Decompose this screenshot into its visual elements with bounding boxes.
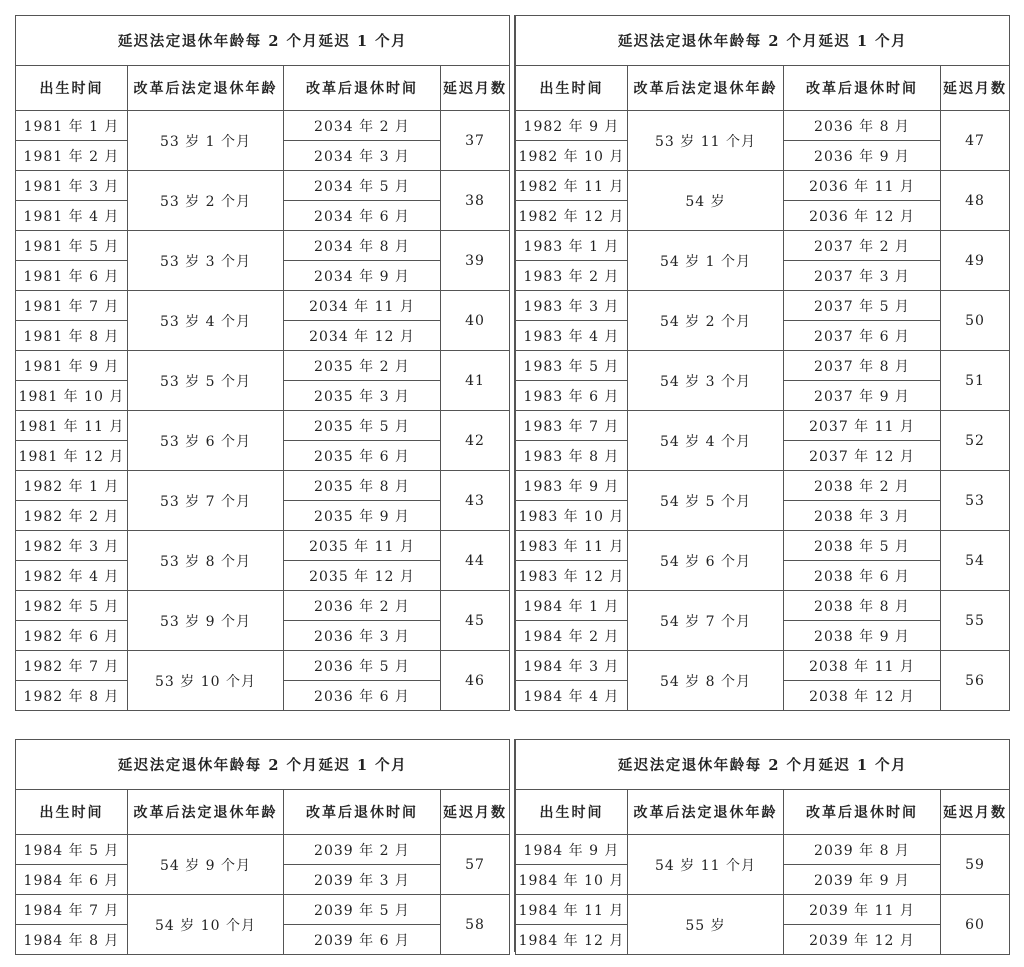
retire-age-cell: 54 岁 9 个月 [128, 835, 284, 895]
retire-date-cell: 2039 年 11 月 [784, 895, 941, 925]
retire-date-cell: 2038 年 12 月 [784, 681, 941, 711]
retire-date-cell: 2036 年 12 月 [784, 201, 941, 231]
birth-date-cell: 1984 年 1 月 [516, 591, 628, 621]
delay-months-header: 延迟月数 [941, 790, 1010, 835]
retire-date-cell: 2037 年 2 月 [784, 231, 941, 261]
delay-months-cell: 39 [441, 231, 510, 291]
retire-date-cell: 2037 年 3 月 [784, 261, 941, 291]
retire-age-cell: 53 岁 7 个月 [128, 471, 284, 531]
retire-date-cell: 2038 年 3 月 [784, 501, 941, 531]
table-row [16, 171, 510, 201]
birth-time-header: 出生时间 [16, 66, 128, 111]
table-row [16, 291, 510, 321]
birth-date-cell: 1982 年 8 月 [16, 681, 128, 711]
birth-date-cell: 1984 年 10 月 [516, 865, 628, 895]
delay-months-cell: 59 [941, 835, 1010, 895]
delay-months-header: 延迟月数 [441, 66, 510, 111]
retire-age-cell: 54 岁 [628, 171, 784, 231]
retire-age-cell: 53 岁 6 个月 [128, 411, 284, 471]
birth-date-cell: 1981 年 2 月 [16, 141, 128, 171]
birth-date-cell: 1981 年 1 月 [16, 111, 128, 141]
retire-time-header: 改革后退休时间 [784, 790, 941, 835]
panel-1 [15, 15, 509, 710]
retire-date-cell: 2037 年 11 月 [784, 411, 941, 441]
birth-date-cell: 1982 年 5 月 [16, 591, 128, 621]
birth-date-cell: 1982 年 3 月 [16, 531, 128, 561]
retire-age-cell: 54 岁 6 个月 [628, 531, 784, 591]
table-row [516, 651, 1010, 681]
birth-date-cell: 1981 年 9 月 [16, 351, 128, 381]
retire-date-cell: 2039 年 12 月 [784, 925, 941, 955]
retire-date-cell: 2034 年 2 月 [284, 111, 441, 141]
table-row [16, 591, 510, 621]
retire-date-cell: 2039 年 2 月 [284, 835, 441, 865]
delay-months-cell: 50 [941, 291, 1010, 351]
delay-months-cell: 58 [441, 895, 510, 955]
delay-months-cell: 55 [941, 591, 1010, 651]
birth-date-cell: 1981 年 5 月 [16, 231, 128, 261]
retire-age-cell: 54 岁 2 个月 [628, 291, 784, 351]
retire-date-cell: 2035 年 6 月 [284, 441, 441, 471]
delay-months-header: 延迟月数 [941, 66, 1010, 111]
table-row [16, 351, 510, 381]
retire-age-cell: 53 岁 8 个月 [128, 531, 284, 591]
birth-date-cell: 1981 年 7 月 [16, 291, 128, 321]
delay-months-cell: 49 [941, 231, 1010, 291]
table-row [16, 835, 510, 865]
retire-date-cell: 2035 年 3 月 [284, 381, 441, 411]
panel-3 [15, 739, 509, 952]
birth-date-cell: 1984 年 4 月 [516, 681, 628, 711]
retire-date-cell: 2036 年 3 月 [284, 621, 441, 651]
retirement-table [15, 739, 510, 955]
birth-date-cell: 1984 年 2 月 [516, 621, 628, 651]
retire-date-cell: 2039 年 9 月 [784, 865, 941, 895]
retire-date-cell: 2039 年 3 月 [284, 865, 441, 895]
table-block-top [15, 15, 1009, 710]
panel-4 [515, 739, 1009, 952]
retire-date-cell: 2035 年 11 月 [284, 531, 441, 561]
retire-age-header: 改革后法定退休年龄 [628, 790, 784, 835]
retire-age-cell: 54 岁 10 个月 [128, 895, 284, 955]
retire-age-cell: 53 岁 3 个月 [128, 231, 284, 291]
retire-age-cell: 53 岁 11 个月 [628, 111, 784, 171]
retire-date-cell: 2034 年 6 月 [284, 201, 441, 231]
birth-date-cell: 1984 年 9 月 [516, 835, 628, 865]
table-title: 延迟法定退休年龄每 2 个月延迟 1 个月 [516, 740, 1010, 790]
delay-months-cell: 46 [441, 651, 510, 711]
retire-date-cell: 2036 年 6 月 [284, 681, 441, 711]
birth-date-cell: 1984 年 8 月 [16, 925, 128, 955]
retire-date-cell: 2037 年 9 月 [784, 381, 941, 411]
table-row [16, 531, 510, 561]
birth-date-cell: 1981 年 3 月 [16, 171, 128, 201]
retire-date-cell: 2039 年 8 月 [784, 835, 941, 865]
table-row [16, 471, 510, 501]
birth-date-cell: 1981 年 11 月 [16, 411, 128, 441]
retire-date-cell: 2036 年 5 月 [284, 651, 441, 681]
table-row [16, 231, 510, 261]
birth-date-cell: 1982 年 2 月 [16, 501, 128, 531]
retire-age-cell: 54 岁 4 个月 [628, 411, 784, 471]
table-row [16, 111, 510, 141]
birth-date-cell: 1984 年 3 月 [516, 651, 628, 681]
birth-date-cell: 1982 年 7 月 [16, 651, 128, 681]
retire-time-header: 改革后退休时间 [284, 790, 441, 835]
birth-time-header: 出生时间 [516, 66, 628, 111]
birth-date-cell: 1982 年 9 月 [516, 111, 628, 141]
delay-months-cell: 41 [441, 351, 510, 411]
table-row [516, 895, 1010, 925]
delay-months-cell: 56 [941, 651, 1010, 711]
delay-months-cell: 53 [941, 471, 1010, 531]
table-row [516, 531, 1010, 561]
retirement-table [15, 15, 510, 711]
birth-date-cell: 1983 年 2 月 [516, 261, 628, 291]
birth-date-cell: 1984 年 7 月 [16, 895, 128, 925]
birth-date-cell: 1983 年 12 月 [516, 561, 628, 591]
table-row [516, 111, 1010, 141]
retire-date-cell: 2037 年 5 月 [784, 291, 941, 321]
birth-date-cell: 1983 年 10 月 [516, 501, 628, 531]
birth-date-cell: 1982 年 11 月 [516, 171, 628, 201]
retire-age-cell: 54 岁 8 个月 [628, 651, 784, 711]
retire-age-header: 改革后法定退休年龄 [128, 790, 284, 835]
delay-months-cell: 57 [441, 835, 510, 895]
table-title: 延迟法定退休年龄每 2 个月延迟 1 个月 [16, 16, 510, 66]
table-row [516, 291, 1010, 321]
birth-date-cell: 1983 年 11 月 [516, 531, 628, 561]
birth-date-cell: 1981 年 8 月 [16, 321, 128, 351]
table-row [16, 651, 510, 681]
retire-date-cell: 2034 年 8 月 [284, 231, 441, 261]
retire-age-cell: 54 岁 7 个月 [628, 591, 784, 651]
birth-date-cell: 1983 年 6 月 [516, 381, 628, 411]
table-row [516, 231, 1010, 261]
panel-2 [515, 15, 1009, 710]
retire-date-cell: 2034 年 9 月 [284, 261, 441, 291]
birth-date-cell: 1981 年 12 月 [16, 441, 128, 471]
table-row [516, 171, 1010, 201]
retire-age-cell: 55 岁 [628, 895, 784, 955]
table-row [516, 411, 1010, 441]
table-row [516, 471, 1010, 501]
birth-date-cell: 1982 年 4 月 [16, 561, 128, 591]
table-row [16, 411, 510, 441]
birth-date-cell: 1981 年 6 月 [16, 261, 128, 291]
delay-months-cell: 47 [941, 111, 1010, 171]
retire-date-cell: 2038 年 8 月 [784, 591, 941, 621]
retire-date-cell: 2034 年 5 月 [284, 171, 441, 201]
retire-age-cell: 53 岁 2 个月 [128, 171, 284, 231]
retire-date-cell: 2038 年 11 月 [784, 651, 941, 681]
retire-age-cell: 54 岁 11 个月 [628, 835, 784, 895]
birth-date-cell: 1983 年 1 月 [516, 231, 628, 261]
birth-date-cell: 1981 年 4 月 [16, 201, 128, 231]
retire-date-cell: 2036 年 8 月 [784, 111, 941, 141]
delay-months-cell: 40 [441, 291, 510, 351]
retirement-table [515, 15, 1010, 711]
table-block-bottom [15, 739, 1009, 952]
retire-age-header: 改革后法定退休年龄 [628, 66, 784, 111]
birth-date-cell: 1982 年 12 月 [516, 201, 628, 231]
delay-months-cell: 60 [941, 895, 1010, 955]
birth-time-header: 出生时间 [16, 790, 128, 835]
delay-months-cell: 51 [941, 351, 1010, 411]
birth-date-cell: 1983 年 5 月 [516, 351, 628, 381]
birth-date-cell: 1982 年 10 月 [516, 141, 628, 171]
retire-date-cell: 2035 年 12 月 [284, 561, 441, 591]
retire-date-cell: 2038 年 2 月 [784, 471, 941, 501]
retire-date-cell: 2039 年 6 月 [284, 925, 441, 955]
birth-date-cell: 1984 年 11 月 [516, 895, 628, 925]
retire-age-cell: 53 岁 9 个月 [128, 591, 284, 651]
retire-age-cell: 53 岁 5 个月 [128, 351, 284, 411]
retire-age-cell: 53 岁 10 个月 [128, 651, 284, 711]
retire-date-cell: 2034 年 3 月 [284, 141, 441, 171]
retire-date-cell: 2036 年 9 月 [784, 141, 941, 171]
retirement-table [515, 739, 1010, 955]
delay-months-cell: 54 [941, 531, 1010, 591]
retire-date-cell: 2035 年 5 月 [284, 411, 441, 441]
retire-date-cell: 2035 年 2 月 [284, 351, 441, 381]
table-title: 延迟法定退休年龄每 2 个月延迟 1 个月 [16, 740, 510, 790]
birth-date-cell: 1984 年 12 月 [516, 925, 628, 955]
birth-date-cell: 1983 年 9 月 [516, 471, 628, 501]
table-row [516, 591, 1010, 621]
delay-months-cell: 38 [441, 171, 510, 231]
retire-date-cell: 2034 年 11 月 [284, 291, 441, 321]
retire-age-cell: 53 岁 1 个月 [128, 111, 284, 171]
delay-months-cell: 45 [441, 591, 510, 651]
birth-date-cell: 1984 年 6 月 [16, 865, 128, 895]
retire-date-cell: 2037 年 6 月 [784, 321, 941, 351]
retire-date-cell: 2036 年 2 月 [284, 591, 441, 621]
birth-date-cell: 1983 年 4 月 [516, 321, 628, 351]
delay-months-cell: 37 [441, 111, 510, 171]
retire-date-cell: 2034 年 12 月 [284, 321, 441, 351]
birth-date-cell: 1983 年 3 月 [516, 291, 628, 321]
retire-age-cell: 54 岁 3 个月 [628, 351, 784, 411]
birth-date-cell: 1982 年 6 月 [16, 621, 128, 651]
delay-months-cell: 42 [441, 411, 510, 471]
retire-date-cell: 2038 年 6 月 [784, 561, 941, 591]
retire-age-cell: 54 岁 5 个月 [628, 471, 784, 531]
retire-date-cell: 2039 年 5 月 [284, 895, 441, 925]
birth-date-cell: 1984 年 5 月 [16, 835, 128, 865]
retire-time-header: 改革后退休时间 [784, 66, 941, 111]
delay-months-cell: 44 [441, 531, 510, 591]
retire-age-header: 改革后法定退休年龄 [128, 66, 284, 111]
birth-time-header: 出生时间 [516, 790, 628, 835]
delay-months-header: 延迟月数 [441, 790, 510, 835]
retire-date-cell: 2035 年 8 月 [284, 471, 441, 501]
delay-months-cell: 43 [441, 471, 510, 531]
table-row [516, 835, 1010, 865]
table-row [16, 895, 510, 925]
retire-date-cell: 2037 年 8 月 [784, 351, 941, 381]
delay-months-cell: 52 [941, 411, 1010, 471]
birth-date-cell: 1983 年 7 月 [516, 411, 628, 441]
retire-time-header: 改革后退休时间 [284, 66, 441, 111]
delay-months-cell: 48 [941, 171, 1010, 231]
retire-age-cell: 53 岁 4 个月 [128, 291, 284, 351]
table-row [516, 351, 1010, 381]
birth-date-cell: 1982 年 1 月 [16, 471, 128, 501]
table-title: 延迟法定退休年龄每 2 个月延迟 1 个月 [516, 16, 1010, 66]
birth-date-cell: 1981 年 10 月 [16, 381, 128, 411]
retire-date-cell: 2037 年 12 月 [784, 441, 941, 471]
retire-date-cell: 2035 年 9 月 [284, 501, 441, 531]
birth-date-cell: 1983 年 8 月 [516, 441, 628, 471]
retire-age-cell: 54 岁 1 个月 [628, 231, 784, 291]
retire-date-cell: 2038 年 9 月 [784, 621, 941, 651]
retire-date-cell: 2038 年 5 月 [784, 531, 941, 561]
retire-date-cell: 2036 年 11 月 [784, 171, 941, 201]
